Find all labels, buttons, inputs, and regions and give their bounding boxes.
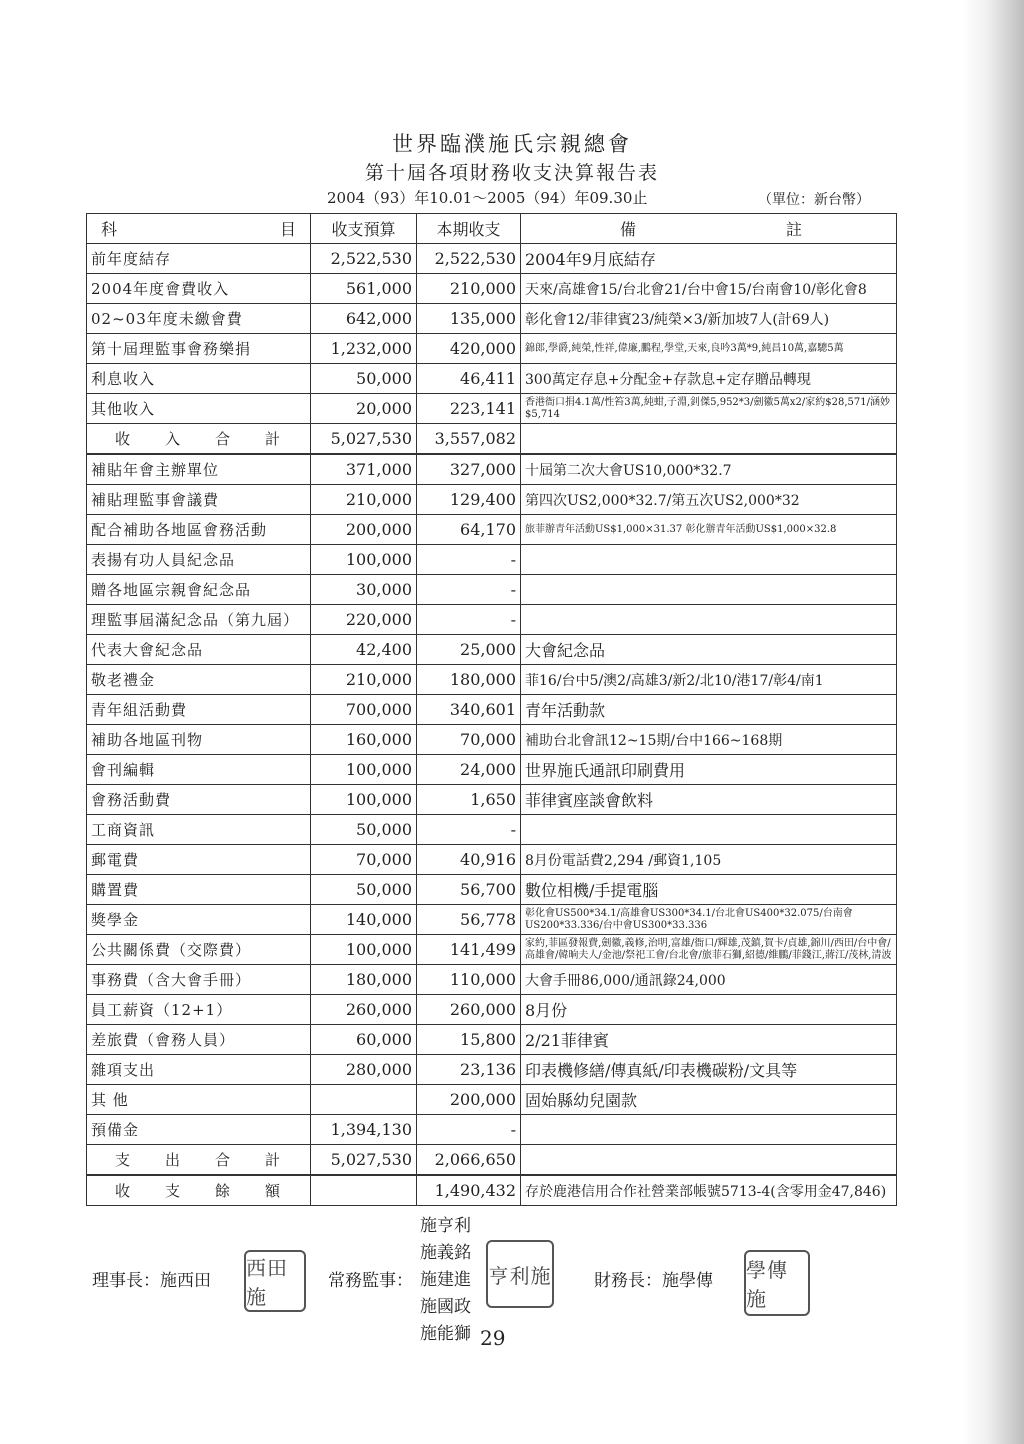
table-row [87,935,897,965]
row-actual: 200,000 [417,1085,521,1115]
label-char: 收 [115,1182,133,1200]
row-item: 會刊編輯 [87,755,311,785]
table-row [87,815,897,845]
row-budget: 642,000 [311,304,417,334]
balance-row-note: 存於鹿港信用合作社營業部帳號5713-4(含零用金47,846) [521,1175,897,1206]
table-row [87,725,897,755]
chair-seal: 西田施 [244,1250,306,1312]
table-row [87,995,897,1025]
chair-label: 理事長： [92,1271,160,1291]
table-row [87,364,897,394]
organization-title: 世界臨濮施氏宗親總會 [392,132,632,156]
row-note [521,545,897,575]
row-budget: 60,000 [311,1025,417,1055]
row-note: 青年活動款 [521,695,897,725]
table-row [87,755,897,785]
row-item: 表揚有功人員紀念品 [87,545,311,575]
balance-row-label [87,1175,311,1206]
row-item: 工商資訊 [87,815,311,845]
treasurer-signature [594,1266,713,1291]
label-char: 額 [264,1182,282,1200]
row-budget: 20,000 [311,394,417,424]
row-actual: 70,000 [417,725,521,755]
row-budget: 70,000 [311,845,417,875]
row-note: 世界施氏通訊印刷費用 [521,755,897,785]
row-note [521,575,897,605]
table-header-row [87,214,897,244]
row-note: 大會紀念品 [521,635,897,665]
expense-total-row-budget: 5,027,530 [311,1145,417,1176]
expense-total-row-note [521,1145,897,1176]
row-budget: 50,000 [311,364,417,394]
table-row [87,1025,897,1055]
row-actual: 24,000 [417,755,521,785]
row-item: 2004年度會費收入 [87,274,311,304]
row-actual: - [417,545,521,575]
row-budget: 1,394,130 [311,1115,417,1145]
row-item: 雜項支出 [87,1055,311,1085]
row-actual: 2,522,530 [417,244,521,274]
page-number: 29 [480,1326,506,1350]
row-item: 第十屆理監事會務樂捐 [87,334,311,364]
row-note: 家約,菲區發報費,劍徽,義修,治明,富雄/衙口/輝雄,茂鎮,賀卡/貞雄,錦川/西田/台中會/高雄會/韓晌夫人/金池/祭祀工會/台北會/旅菲石獅,紹德/維鵬/菲錢江,蔣江/茂林,清波 [521,935,897,965]
row-actual: 23,136 [417,1055,521,1085]
row-note: 菲16/台中5/澳2/高雄3/新2/北10/港17/彰4/南1 [521,665,897,695]
row-budget: 42,400 [311,635,417,665]
row-item: 02~03年度未繳會費 [87,304,311,334]
row-actual: 110,000 [417,965,521,995]
row-note: 彰化會US500*34.1/高雄會US300*34.1/台北會US400*32.075/台南會US200*33.336/台中會US300*33.336 [521,905,897,935]
row-item: 其他收入 [87,394,311,424]
row-item: 代表大會紀念品 [87,635,311,665]
row-item: 前年度結存 [87,244,311,274]
row-actual: - [417,815,521,845]
row-item: 員工薪資（12+1） [87,995,311,1025]
auditor-list [420,1213,471,1348]
row-note: 8月份電話費2,294 /郵資1,105 [521,845,897,875]
row-note: 大會手冊86,000/通訊錄24,000 [521,965,897,995]
table-row [87,845,897,875]
label-char: 餘 [214,1182,232,1200]
table-row [87,695,897,725]
row-actual: 135,000 [417,304,521,334]
row-item: 配合補助各地區會務活動 [87,515,311,545]
auditor-seal: 亨利施 [486,1240,554,1308]
row-budget: 100,000 [311,785,417,815]
row-item: 預備金 [87,1115,311,1145]
row-item: 其 他 [87,1085,311,1115]
table-row [87,394,897,424]
table-row [87,545,897,575]
treasurer-label: 財務長： [594,1271,662,1291]
auditor-label: 常務監事： [328,1271,413,1291]
income-total-row-label [87,424,311,455]
row-item: 會務活動費 [87,785,311,815]
row-actual: 180,000 [417,665,521,695]
table-row [87,274,897,304]
row-budget: 100,000 [311,545,417,575]
row-budget: 561,000 [311,274,417,304]
row-budget: 220,000 [311,605,417,635]
row-actual: 420,000 [417,334,521,364]
row-note: 第四次US2,000*32.7/第五次US2,000*32 [521,485,897,515]
row-budget: 50,000 [311,875,417,905]
report-period: 2004（93）年10.01～2005（94）年09.30止 [327,189,648,207]
row-note: 2/21菲律賓 [521,1025,897,1055]
label-char: 計 [264,1151,282,1169]
row-item: 青年組活動費 [87,695,311,725]
row-item: 公共關係費（交際費） [87,935,311,965]
row-budget: 700,000 [311,695,417,725]
row-note: 天來/高雄會15/台北會21/台中會15/台南會10/彰化會8 [521,274,897,304]
balance-row-actual: 1,490,432 [417,1175,521,1206]
header-actual: 本期收支 [417,214,521,244]
row-actual: 129,400 [417,485,521,515]
table-row [87,875,897,905]
table-row [87,1115,897,1145]
row-note: 菲律賓座談會飲料 [521,785,897,815]
treasurer-seal: 學傳施 [744,1250,810,1316]
row-budget: 30,000 [311,575,417,605]
table-row [87,965,897,995]
label-char: 支 [115,1151,133,1169]
row-actual: 40,916 [417,845,521,875]
label-char: 收 [115,430,133,448]
row-actual: - [417,605,521,635]
header-budget: 收支預算 [311,214,417,244]
row-item: 差旅費（會務人員） [87,1025,311,1055]
table-row [87,575,897,605]
row-note: 十屆第二次大會US10,000*32.7 [521,454,897,485]
table-row [87,515,897,545]
row-actual: 56,778 [417,905,521,935]
row-actual: 64,170 [417,515,521,545]
auditor-name: 施能獅 [420,1324,471,1344]
row-budget: 280,000 [311,1055,417,1085]
expense-total-row-actual: 2,066,650 [417,1145,521,1176]
row-note [521,815,897,845]
row-budget: 160,000 [311,725,417,755]
label-char: 計 [264,430,282,448]
row-item: 敬老禮金 [87,665,311,695]
row-note: 香港衙口捐4.1萬/性笞3萬,純蚶,子淵,釗傑5,952*3/劍徽5萬x2/家約$28,571/涵妙$5,714 [521,394,897,424]
label-char: 合 [214,430,232,448]
row-budget: 140,000 [311,905,417,935]
header-note: 備 註 [521,214,897,244]
auditor-name: 施國政 [420,1297,471,1317]
row-actual: 260,000 [417,995,521,1025]
row-item: 補助各地區刊物 [87,725,311,755]
row-note: 彰化會12/菲律賓23/純榮×3/新加坡7人(計69人) [521,304,897,334]
row-item: 購置費 [87,875,311,905]
table-row [87,1085,897,1115]
row-note: 補助台北會訊12~15期/台中166~168期 [521,725,897,755]
table-row [87,304,897,334]
row-budget: 100,000 [311,935,417,965]
row-note: 印表機修繕/傳真紙/印表機碳粉/文具等 [521,1055,897,1085]
income-total-row [87,424,897,455]
table-row [87,485,897,515]
row-note: 300萬定存息+分配金+存款息+定存贈品轉現 [521,364,897,394]
income-total-row-note [521,424,897,455]
row-note: 旅菲辦青年活動US$1,000×31.37 彰化辦青年活動US$1,000×32.8 [521,515,897,545]
income-total-row-budget: 5,027,530 [311,424,417,455]
row-budget: 200,000 [311,515,417,545]
expense-total-row [87,1145,897,1176]
auditor-name: 施義銘 [420,1243,471,1263]
report-title: 第十屆各項財務收支決算報告表 [364,162,659,184]
row-note [521,605,897,635]
row-actual: 223,141 [417,394,521,424]
balance-row [87,1175,897,1206]
row-budget: 100,000 [311,755,417,785]
chair-name: 施西田 [160,1271,211,1291]
table-row [87,334,897,364]
income-total-row-actual: 3,557,082 [417,424,521,455]
table-row [87,1055,897,1085]
row-actual: 15,800 [417,1025,521,1055]
row-budget: 1,232,000 [311,334,417,364]
row-actual: - [417,1115,521,1145]
row-actual: 1,650 [417,785,521,815]
treasurer-name: 施學傳 [662,1271,713,1291]
row-note: 8月份 [521,995,897,1025]
row-item: 利息收入 [87,364,311,394]
row-budget: 210,000 [311,665,417,695]
table-row [87,454,897,485]
row-actual: 56,700 [417,875,521,905]
row-item: 事務費（含大會手冊） [87,965,311,995]
row-budget: 210,000 [311,485,417,515]
auditor-name: 施亨利 [420,1216,471,1236]
label-char: 支 [164,1182,182,1200]
row-actual: 25,000 [417,635,521,665]
row-note: 2004年9月底結存 [521,244,897,274]
row-item: 獎學金 [87,905,311,935]
balance-row-budget [311,1175,417,1206]
auditor-name: 施建進 [420,1270,471,1290]
row-actual: - [417,575,521,605]
row-budget: 50,000 [311,815,417,845]
row-item: 郵電費 [87,845,311,875]
label-char: 入 [164,430,182,448]
header-item: 科 目 [87,214,311,244]
table-row [87,244,897,274]
table-row [87,785,897,815]
row-note: 錦郎,學爵,純榮,性祥,偉廉,鵬程,學堂,天來,良吟3萬*9,純昌10萬,嘉驄5萬 [521,334,897,364]
table-row [87,635,897,665]
row-actual: 327,000 [417,454,521,485]
row-actual: 141,499 [417,935,521,965]
page-edge-shadow [962,0,1024,1444]
row-item: 補貼理監事會議費 [87,485,311,515]
row-item: 補貼年會主辦單位 [87,454,311,485]
row-actual: 210,000 [417,274,521,304]
row-actual: 46,411 [417,364,521,394]
row-note: 數位相機/手提電腦 [521,875,897,905]
row-note [521,1115,897,1145]
row-budget: 180,000 [311,965,417,995]
currency-unit: （單位：新台幣） [758,192,870,208]
row-budget [311,1085,417,1115]
row-budget: 371,000 [311,454,417,485]
row-budget: 260,000 [311,995,417,1025]
table-row [87,605,897,635]
row-item: 理監事屆滿紀念品（第九屆） [87,605,311,635]
table-row [87,905,897,935]
row-item: 贈各地區宗親會紀念品 [87,575,311,605]
table-row [87,665,897,695]
expense-total-row-label [87,1145,311,1176]
row-budget: 2,522,530 [311,244,417,274]
row-actual: 340,601 [417,695,521,725]
label-char: 出 [164,1151,182,1169]
chair-signature [92,1266,211,1291]
financial-report-table [86,213,897,1206]
row-note: 固始縣幼兒園款 [521,1085,897,1115]
label-char: 合 [214,1151,232,1169]
